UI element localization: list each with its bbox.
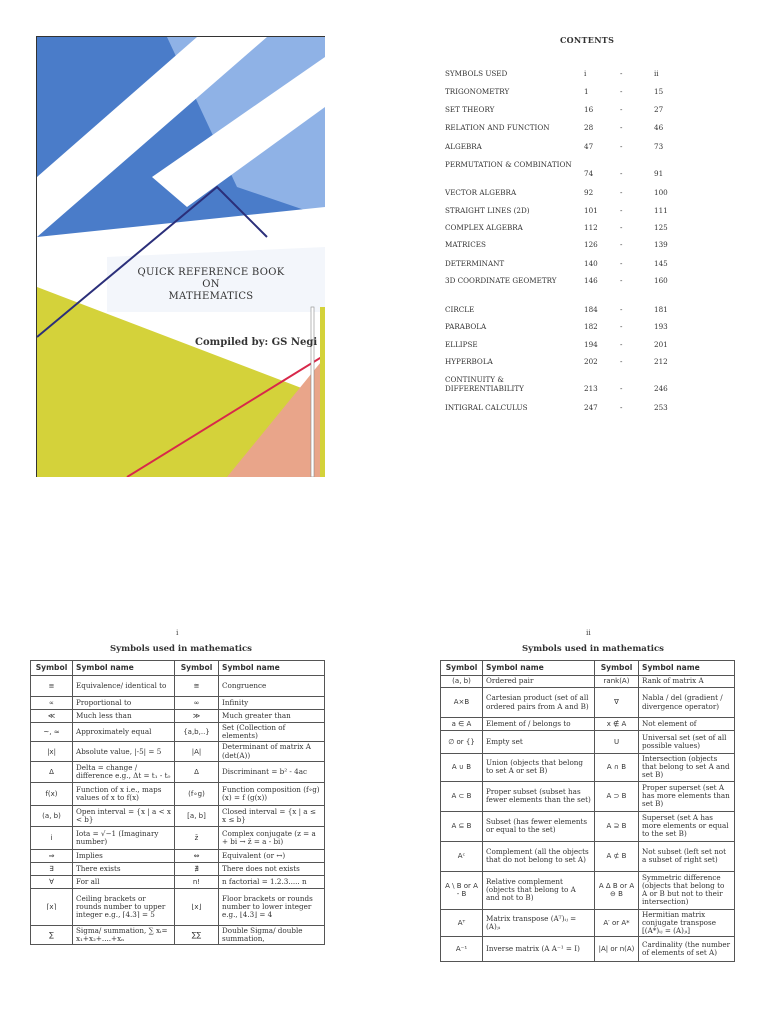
symbol-cell: ≪ [31, 710, 73, 723]
symbol-cell: Aᶜ [441, 841, 483, 871]
symbol-name-cell: Not element of [639, 718, 735, 731]
contents-item-end-page: 139 [654, 240, 668, 249]
symbol-name-cell: Equivalent (or ↔) [219, 849, 325, 862]
symbol-cell: A \ B or A - B [441, 871, 483, 909]
symbol-cell: (a, b) [441, 676, 483, 688]
symbol-cell: A ⊄ B [595, 841, 639, 871]
right-table-header-row [441, 661, 735, 676]
contents-item-end-page: 212 [654, 357, 668, 366]
symbol-name-cell: Iota = √−1 (Imaginary number) [73, 826, 175, 849]
symbol-name-cell: Relative complement (objects that belong to A and not to B) [483, 871, 595, 909]
symbol-cell: Δ [31, 761, 73, 782]
symbol-name-cell: Hermitian matrix conjugate transpose [(A*)ᵢⱼ = (A)ⱼᵢ] [639, 909, 735, 937]
cover-title-line1: QUICK REFERENCE BOOK [137, 267, 285, 278]
symbol-name-cell: Congruence [219, 676, 325, 697]
symbol-cell: ≅ [175, 676, 219, 697]
symbol-cell: a ∈ A [441, 718, 483, 731]
symbol-name-cell: Set (Collection of elements) [219, 723, 325, 742]
symbol-cell: A ∩ B [595, 754, 639, 782]
symbol-name-cell: Nabla / del (gradient / divergence operator) [639, 688, 735, 718]
contents-item-start-page: i [584, 69, 587, 78]
symbol-cell: A′ or A* [595, 909, 639, 937]
left-page-number: i [176, 628, 179, 637]
symbol-name-cell: Determinant of matrix A (det(A)) [219, 742, 325, 761]
contents-item-title: PERMUTATION & COMBINATION [445, 160, 572, 169]
contents-item-dash: - [620, 305, 623, 314]
contents-item-dash: - [620, 87, 623, 96]
left-table-row [31, 805, 325, 826]
symbol-name-cell: Floor brackets or rounds number to lower integer e.g., ⌊4.3⌋ = 4 [219, 888, 325, 925]
symbol-cell: ⌊x⌋ [175, 888, 219, 925]
contents-item-dash: - [620, 142, 623, 151]
cover-title [109, 267, 313, 303]
symbol-name-cell: Ordered pair [483, 676, 595, 688]
contents-item-end-page: 125 [654, 223, 668, 232]
left-table-row [31, 782, 325, 805]
symbol-name-cell: Cartesian product (set of all ordered pairs from A and B) [483, 688, 595, 718]
right-table-row [441, 937, 735, 962]
left-table-row [31, 849, 325, 862]
contents-item-start-page: 47 [584, 142, 594, 151]
cover-title-line2: ON [202, 279, 220, 290]
left-table-row [31, 826, 325, 849]
symbol-cell: ∑∑ [175, 925, 219, 944]
symbol-cell: ⇒ [31, 849, 73, 862]
contents-item-dash: - [620, 403, 623, 412]
symbol-name-cell: Absolute value, |-5| = 5 [73, 742, 175, 761]
contents-item-end-page: 46 [654, 123, 664, 132]
contents-item-start-page: 74 [584, 169, 594, 178]
right-table-row [441, 676, 735, 688]
symbol-cell: ~, ≈ [31, 723, 73, 742]
contents-item-start-page: 140 [584, 259, 598, 268]
symbol-name-cell: Rank of matrix A [639, 676, 735, 688]
contents-item-start-page: 28 [584, 123, 594, 132]
header-symbol: Symbol [441, 661, 483, 676]
symbol-name-cell: Implies [73, 849, 175, 862]
contents-item-start-page: 101 [584, 206, 598, 215]
symbol-name-cell: Much greater than [219, 710, 325, 723]
symbol-cell: [a, b] [175, 805, 219, 826]
left-table-row [31, 676, 325, 697]
contents-item-dash: - [620, 322, 623, 331]
symbol-name-cell: There exists [73, 862, 175, 875]
contents-item-title: CONTINUITY & DIFFERENTIABILITY [445, 375, 524, 393]
symbol-cell: A ∪ B [441, 754, 483, 782]
right-table-row [441, 781, 735, 811]
symbol-name-cell: Ceiling brackets or rounds number to upper integer e.g., ⌈4.3⌉ = 5 [73, 888, 175, 925]
contents-item-title: COMPLEX ALGEBRA [445, 223, 523, 232]
symbol-name-cell: Universal set (set of all possible values) [639, 731, 735, 754]
contents-item-start-page: 182 [584, 322, 598, 331]
symbol-cell: (a, b) [31, 805, 73, 826]
symbol-cell: Δ [175, 761, 219, 782]
symbol-name-cell: Inverse matrix (A A⁻¹ = I) [483, 937, 595, 962]
contents-item-start-page: 112 [584, 223, 598, 232]
symbol-name-cell: Complex conjugate (z = a + bi → z̄ = a - bi) [219, 826, 325, 849]
contents-item-start-page: 202 [584, 357, 598, 366]
left-table-row [31, 710, 325, 723]
symbol-cell: ∃ [31, 862, 73, 875]
symbol-cell: (f∘g) [175, 782, 219, 805]
contents-item-end-page: 15 [654, 87, 664, 96]
symbol-name-cell: Symmetric difference (objects that belong to A or B but not to their intersection) [639, 871, 735, 909]
contents-item-start-page: 1 [584, 87, 589, 96]
symbol-name-cell: Not subset (left set not a subset of right set) [639, 841, 735, 871]
symbol-cell: ∝ [31, 697, 73, 710]
right-table-row [441, 754, 735, 782]
header-symbol-name: Symbol name [639, 661, 735, 676]
contents-item-title: STRAIGHT LINES (2D) [445, 206, 530, 215]
symbol-cell: ∇ [595, 688, 639, 718]
contents-item-end-page: 145 [654, 259, 668, 268]
contents-item-end-page: 111 [654, 206, 668, 215]
contents-item-start-page: 146 [584, 276, 598, 285]
symbol-name-cell: Function of x i.e., maps values of x to f(x) [73, 782, 175, 805]
header-symbol-name: Symbol name [73, 661, 175, 676]
cover-spine-edge [320, 307, 325, 477]
contents-item-dash: - [620, 223, 623, 232]
symbol-name-cell: Function composition (f∘g) (x) = f (g(x)) [219, 782, 325, 805]
symbol-cell: n! [175, 875, 219, 888]
right-symbol-table [440, 660, 735, 962]
symbol-cell: ∞ [175, 697, 219, 710]
symbol-name-cell: Infinity [219, 697, 325, 710]
right-table-row [441, 731, 735, 754]
contents-item-start-page: 247 [584, 403, 598, 412]
symbol-name-cell: Equivalence/ identical to [73, 676, 175, 697]
symbol-cell: U [595, 731, 639, 754]
symbol-name-cell: Matrix transpose (Aᵀ)ᵢⱼ = (A)ⱼᵢ [483, 909, 595, 937]
contents-item-start-page: 126 [584, 240, 598, 249]
contents-item-dash: - [620, 357, 623, 366]
contents-item-end-page: 160 [654, 276, 668, 285]
left-table-row [31, 888, 325, 925]
symbol-cell: ∄ [175, 862, 219, 875]
contents-item-end-page: 201 [654, 340, 668, 349]
contents-item-end-page: 73 [654, 142, 664, 151]
contents-item-end-page: 246 [654, 384, 668, 393]
symbol-name-cell: Much less than [73, 710, 175, 723]
symbol-name-cell: There does not exists [219, 862, 325, 875]
contents-item-dash: - [620, 206, 623, 215]
contents-item-dash: - [620, 384, 623, 393]
contents-item-start-page: 194 [584, 340, 598, 349]
right-table-row [441, 909, 735, 937]
symbol-name-cell: Empty set [483, 731, 595, 754]
contents-item-title: TRIGONOMETRY [445, 87, 510, 96]
contents-item-title: PARABOLA [445, 322, 487, 331]
contents-item-end-page: 27 [654, 105, 664, 114]
symbol-cell: ∀ [31, 875, 73, 888]
header-symbol: Symbol [595, 661, 639, 676]
contents-item-title: CIRCLE [445, 305, 475, 314]
symbol-name-cell: Superset (set A has more elements or equal to the set B) [639, 811, 735, 841]
contents-item-end-page: 100 [654, 188, 668, 197]
symbol-name-cell: Double Sigma/ double summation, [219, 925, 325, 944]
contents-item-dash: - [620, 259, 623, 268]
contents-item-start-page: 92 [584, 188, 594, 197]
symbol-cell: |A| or n(A) [595, 937, 639, 962]
contents-item-dash: - [620, 340, 623, 349]
cover-artwork [37, 37, 325, 477]
symbol-cell: A ⊇ B [595, 811, 639, 841]
header-symbol: Symbol [175, 661, 219, 676]
left-table-title: Symbols used in mathematics [110, 644, 252, 654]
symbol-name-cell: Subset (has fewer elements or equal to the set) [483, 811, 595, 841]
symbol-cell: A Δ B or A ⊖ B [595, 871, 639, 909]
contents-item-end-page: 91 [654, 169, 664, 178]
contents-item-end-page: ii [654, 69, 659, 78]
symbol-name-cell: n factorial = 1.2.3..... n [219, 875, 325, 888]
contents-item-title: SYMBOLS USED [445, 69, 508, 78]
symbol-name-cell: Element of / belongs to [483, 718, 595, 731]
symbol-name-cell: Complement (all the objects that do not belong to set A) [483, 841, 595, 871]
contents-item-title: ELLIPSE [445, 340, 478, 349]
symbol-name-cell: Sigma/ summation, ∑ xᵢ= x₁+x₂+....+xₙ [73, 925, 175, 944]
symbol-cell: |x| [31, 742, 73, 761]
symbol-cell: ⇔ [175, 849, 219, 862]
right-table-row [441, 718, 735, 731]
symbol-name-cell: Open interval = {x | a < x < b} [73, 805, 175, 826]
right-page-number: ii [586, 628, 591, 637]
symbol-cell: ≡ [31, 676, 73, 697]
left-table-row [31, 723, 325, 742]
symbol-cell: rank(A) [595, 676, 639, 688]
symbol-cell: A×B [441, 688, 483, 718]
symbol-name-cell: Proper subset (subset has fewer elements than the set) [483, 781, 595, 811]
symbol-name-cell: For all [73, 875, 175, 888]
symbol-cell: z̄ [175, 826, 219, 849]
symbol-cell: ∅ or {} [441, 731, 483, 754]
symbol-cell: A⁻¹ [441, 937, 483, 962]
left-table-row [31, 697, 325, 710]
symbol-name-cell: Proper superset (set A has more elements than set B) [639, 781, 735, 811]
left-table-row [31, 742, 325, 761]
contents-item-start-page: 184 [584, 305, 598, 314]
contents-item-dash: - [620, 105, 623, 114]
symbol-name-cell: Proportional to [73, 697, 175, 710]
symbol-name-cell: Cardinality (the number of elements of set A) [639, 937, 735, 962]
right-table-title: Symbols used in mathematics [522, 644, 664, 654]
contents-item-title: MATRICES [445, 240, 486, 249]
right-table-row [441, 811, 735, 841]
contents-item-title: VECTOR ALGEBRA [445, 188, 517, 197]
symbol-cell: ≫ [175, 710, 219, 723]
contents-item-dash: - [620, 276, 623, 285]
contents-item-start-page: 213 [584, 384, 598, 393]
symbol-cell: f(x) [31, 782, 73, 805]
symbol-cell: i [31, 826, 73, 849]
symbol-cell: {a,b,..} [175, 723, 219, 742]
symbol-name-cell: Closed interval = {x | a ≤ x ≤ b} [219, 805, 325, 826]
header-symbol-name: Symbol name [483, 661, 595, 676]
contents-item-end-page: 253 [654, 403, 668, 412]
symbol-cell: ∑ [31, 925, 73, 944]
right-table-row [441, 688, 735, 718]
contents-item-dash: - [620, 240, 623, 249]
header-symbol: Symbol [31, 661, 73, 676]
book-cover [36, 36, 325, 477]
contents-title: CONTENTS [560, 35, 615, 45]
contents-item-title: DETERMINANT [445, 259, 505, 268]
left-table-row [31, 925, 325, 944]
header-symbol-name: Symbol name [219, 661, 325, 676]
contents-item-title: 3D COORDINATE GEOMETRY [445, 276, 557, 285]
symbol-cell: x ∉ A [595, 718, 639, 731]
left-table-header-row [31, 661, 325, 676]
contents-item-dash: - [620, 188, 623, 197]
contents-item-title: RELATION AND FUNCTION [445, 123, 550, 132]
symbol-cell: ⌈x⌉ [31, 888, 73, 925]
left-symbol-table [30, 660, 325, 945]
contents-item-dash: - [620, 123, 623, 132]
contents-item-title: ALGEBRA [445, 142, 482, 151]
symbol-name-cell: Discriminant = b² - 4ac [219, 761, 325, 782]
symbol-cell: |A| [175, 742, 219, 761]
contents-item-dash: - [620, 69, 623, 78]
contents-item-start-page: 16 [584, 105, 594, 114]
cover-title-line3: MATHEMATICS [168, 291, 254, 302]
symbol-name-cell: Approximately equal [73, 723, 175, 742]
left-table-row [31, 862, 325, 875]
symbol-name-cell: Union (objects that belong to set A or set B) [483, 754, 595, 782]
contents-item-title: INTIGRAL CALCULUS [445, 403, 528, 412]
cover-spine-strip [311, 307, 314, 477]
right-table-row [441, 841, 735, 871]
left-table-row [31, 875, 325, 888]
symbol-cell: Aᵀ [441, 909, 483, 937]
left-table-row [31, 761, 325, 782]
contents-item-dash: - [620, 169, 623, 178]
contents-item-title: SET THEORY [445, 105, 495, 114]
symbol-cell: A ⊆ B [441, 811, 483, 841]
right-table-row [441, 871, 735, 909]
symbol-cell: A ⊃ B [595, 781, 639, 811]
contents-item-end-page: 193 [654, 322, 668, 331]
symbol-name-cell: Delta = change / difference e.g., Δt = t₁ - t₀ [73, 761, 175, 782]
contents-item-end-page: 181 [654, 305, 668, 314]
cover-compiled-by: Compiled by: GS Negi [195, 337, 318, 348]
symbol-cell: A ⊂ B [441, 781, 483, 811]
symbol-name-cell: Intersection (objects that belong to set A and set B) [639, 754, 735, 782]
contents-item-title: HYPERBOLA [445, 357, 493, 366]
